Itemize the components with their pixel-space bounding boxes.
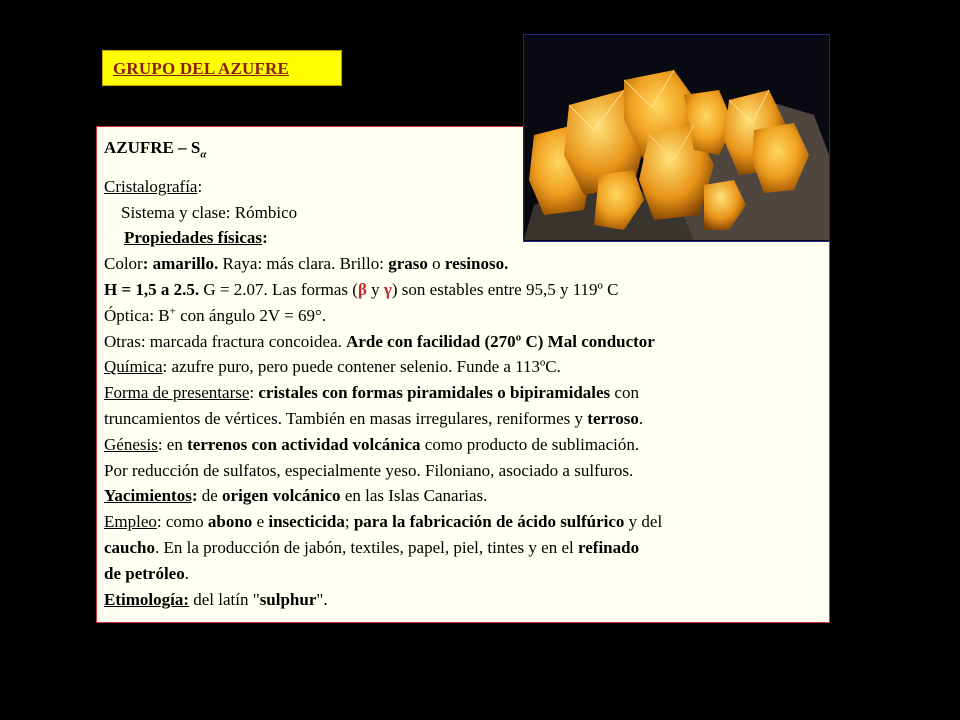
form-line: Forma de presentarse: cristales con formas piramidales o bipiramidales con — [104, 383, 639, 403]
hardness-line: H = 1,5 a 2.5. G = 2.07. Las formas (β y γ) son estables entre 95,5 y 119º C — [104, 279, 619, 299]
group-title: GRUPO DEL AZUFRE — [102, 50, 342, 86]
mineral-name: AZUFRE – $S_\alpha$ — [104, 138, 207, 161]
genesis-line-2: Por reducción de sulfatos, especialmente yeso. Filoniano, asociado a sulfuros. — [104, 460, 634, 480]
uses-line-2: caucho. En la producción de jabón, textiles, papel, piel, tintes y en el refinado — [104, 537, 640, 557]
genesis-line: Génesis: en terrenos con actividad volcánica como producto de sublimación. — [104, 434, 640, 454]
physical-properties-heading: Propiedades físicas: — [124, 228, 268, 248]
others-line: Otras: marcada fractura concoidea. Arde con facilidad (270º C) Mal conductor — [104, 331, 655, 351]
chemistry-line: Química: azufre puro, pero puede contener selenio. Funde a 113ºC. — [104, 357, 561, 377]
color-line: Color: amarillo. Raya: más clara. Brillo: graso o resinoso. — [104, 254, 509, 274]
deposits-line: Yacimientos: de origen volcánico en las Islas Canarias. — [104, 486, 488, 506]
sulfur-crystals-photo — [523, 34, 830, 242]
crystallography-heading: Cristalografía: — [104, 176, 203, 196]
optics-line: Óptica: B+ con ángulo 2V = 69°. — [104, 305, 327, 325]
crystal-system: Sistema y clase: Rómbico — [121, 202, 298, 222]
sulfur-crystals-icon — [524, 35, 829, 241]
form-line-2: truncamientos de vértices. También en masas irregulares, reniformes y terroso. — [104, 408, 644, 428]
uses-line-3: de petróleo. — [104, 563, 189, 583]
etymology-line: Etimología: del latín "sulphur". — [104, 589, 328, 609]
uses-line: Empleo: como abono e insecticida; para la fabricación de ácido sulfúrico y del — [104, 512, 663, 532]
